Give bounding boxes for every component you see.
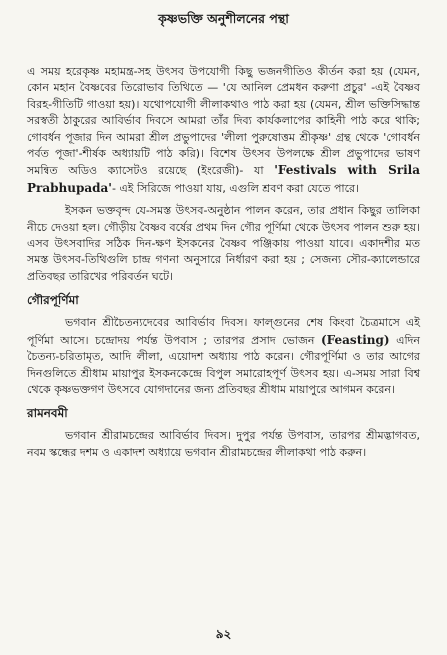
paragraph-text: ভগবান শ্রীচৈতন্যদেবের আবির্ভাব দিবস। ফাল্গুনের শেষ কিংবা চৈত্রমাসে এই পূর্ণিমা আসে। চন্দ্রোদয় পর্যন্ত উপবাস ; তারপর প্রসাদ ভোজন	[27, 316, 420, 347]
page-body	[27, 64, 420, 467]
page-number: ৯২	[215, 627, 232, 641]
paragraph-festival-kirtan	[27, 64, 420, 197]
section-heading-rama-navami: রামনবমী	[27, 406, 68, 421]
paragraph-text-tail: এদিন চৈতন্য-চরিতামৃত, আদি লীলা, এয়োদশ অধ্যায় পাঠ করেন। গৌরপূর্ণিমা ও তার আগের দিনগুলিতে শ্রীধাম মায়াপুর ইসকনকেন্দ্রে বিপুল সমারোহপূর্ণ উৎসব হয়। এ-সময় সারা বিশ্ব থেকে কৃষ্ণভক্তগণ উৎসবে যোগদানের জন্য প্রতিবছর শ্রীধাম মায়াপুরে আগমন করেন।	[27, 333, 421, 396]
paragraph-text-tail: - এই সিরিজে পাওয়া যায়, এগুলি শ্রবণ করা যেতে পারে।	[111, 181, 360, 195]
paragraph-festival-list-intro: ইসকন ভক্তবৃন্দ যে-সমস্ত উৎসব-অনুষ্ঠান পালন করেন, তার প্রধান কিছুর তালিকা নীচে দেওয়া হল। গৌড়ীয় বৈষ্ণব বর্ষের প্রথম দিন গৌর পূর্ণিমা থেকে উৎসব পালন শুরু হয়। এসব উৎসবাদির সঠিক দিন-ক্ষণ ইসকনের বৈষ্ণব পঞ্জিকায় পাওয়া যাবে। একাদশীর মত সমস্ত উৎসব-তিথিগুলি চান্দ্র গণনা অনুসারে নির্ধারণ করা হয় ; সেজন্য সৌর-ক্যালেন্ডারে প্রতিবছর তারিখের পরিবর্তন ঘটে।	[27, 204, 420, 283]
paragraph-gaura-purnima	[27, 315, 420, 398]
running-header: কৃষ্ণভক্তি অনুশীলনের পন্থা	[158, 11, 289, 26]
english-series-title: 'Festivals with Srila Prabhupada'	[27, 163, 421, 195]
section-heading-gaura-purnima: গৌরপূর্ণিমা	[27, 293, 79, 308]
paragraph-text: এ সময় হরেকৃষ্ণ মহামন্ত্র-সহ উৎসব উপযোগী কিছু ভজনগীতিও কীর্তন করা হয় (যেমন, কোন মহান বৈষ্ণবের তিরোভাব তিথিতে — 'যে আনিল প্রেমধন করুণা প্রচুর' -এই বৈষ্ণব বিরহ-গীতিটি গাওয়া হয়)। যথোপযোগী লীলাকথাও পাঠ করা হয় (যেমন, শ্রীল ভক্তিসিদ্ধান্ত সরস্বতী ঠাকুরের আবির্ভাব দিবসে আমরা তাঁর দিব্য কার্যকলাপের কাহিনী পাঠ করে থাকি; গোবর্ধন পূজার দিন আমরা শ্রীল প্রভুপাদের 'লীলা পুরুষোত্তম শ্রীকৃষ্ণ' গ্রন্থ থেকে 'গোবর্ধন পর্বত পূজা'-শীর্ষক অধ্যায়টি পাঠ করি)। বিশেষ উৎসব উপলক্ষে শ্রীল প্রভুপাদের ভাষণ সমন্বিত অডিও ক্যাসেটও রয়েছে (ইংরেজী)- যা	[27, 65, 420, 178]
paragraph-rama-navami: ভগবান শ্রীরামচন্দ্রের আবির্ভাব দিবস। দুপুর পর্যন্ত উপবাস, তারপর শ্রীমদ্ভাগবত, নবম স্কন্ধের দশম ও একাদশ অধ্যায়ে ভগবান শ্রীরামচন্দ্রের লীলাকথা পাঠ করুন।	[27, 429, 420, 459]
english-feasting: (Feasting)	[320, 332, 390, 347]
